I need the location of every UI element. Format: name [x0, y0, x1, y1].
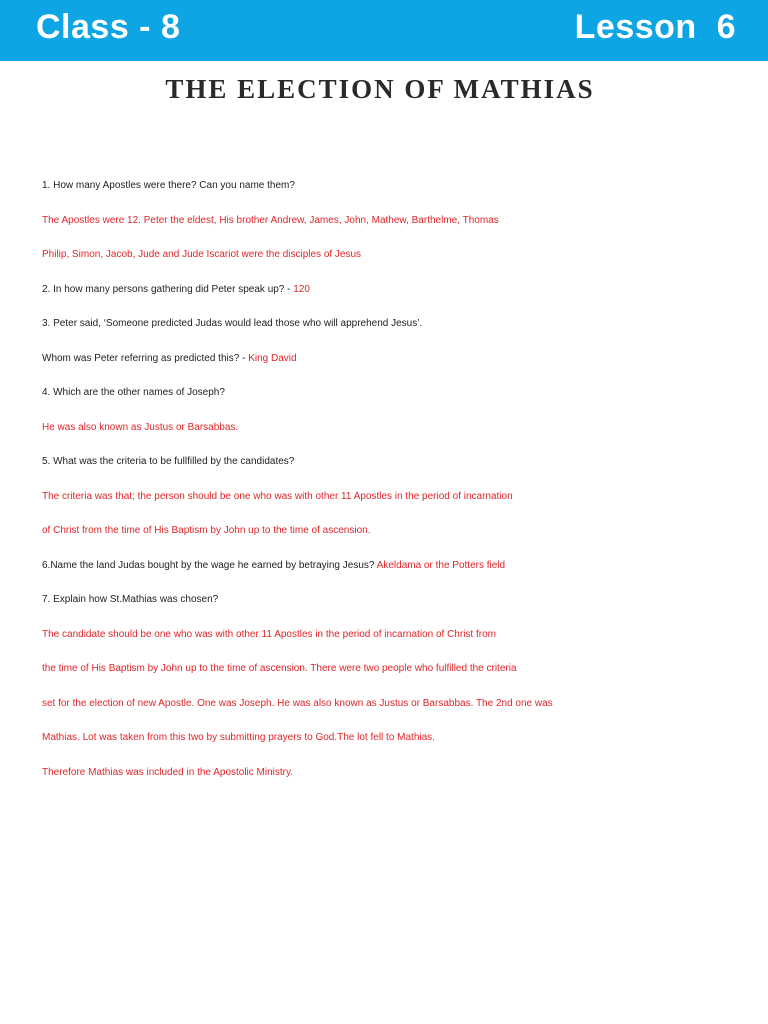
lesson-label: Lesson 6 — [574, 8, 736, 46]
question-2: 2. In how many persons gathering did Peter speak up? - — [42, 283, 294, 295]
answer-7-line-5: Therefore Mathias was included in the Apostolic Ministry. — [42, 766, 294, 778]
question-4: 4. Which are the other names of Joseph? — [42, 387, 225, 398]
question-3: 3. Peter said, ‘Someone predicted Judas would lead those who will apprehend Jesus’. — [42, 318, 423, 329]
class-label: Class - 8 — [36, 8, 181, 46]
answer-7-line-2: the time of His Baptism by John up to the time of ascension. There were two people who fulfilled the criteria — [42, 663, 517, 674]
question-1: 1. How many Apostles were there? Can you name them? — [42, 180, 295, 191]
question-2-line — [42, 279, 766, 314]
page-title: THE ELECTION OF MATHIAS — [165, 74, 595, 104]
answer-7-line-4: Mathias. Lot was taken from this two by submitting prayers to God.The lot fell to Mathias. — [42, 732, 435, 743]
answer-1-line-2: Philip, Simon, Jacob, Jude and Jude Iscariot were the disciples of Jesus — [42, 249, 362, 260]
qa-content — [42, 175, 766, 796]
answer-6: Akeldama or the Potters field — [376, 559, 506, 571]
answer-2: 120 — [293, 283, 310, 295]
answer-1-line-1: The Apostles were 12. Peter the eldest, His brother Andrew, James, John, Mathew, Barthelme, Thomas — [42, 214, 499, 226]
question-6-line — [42, 555, 766, 590]
header-bar — [0, 0, 768, 61]
question-3b-line — [42, 348, 766, 383]
answer-5-line-1: The criteria was that; the person should be one who was with other 11 Apostles in the period of incarnation — [42, 490, 513, 502]
answer-7-line-3: set for the election of new Apostle. One was Joseph. He was also known as Justus or Barsabbas. The 2nd one was — [42, 697, 553, 709]
question-7: 7. Explain how St.Mathias was chosen? — [42, 594, 219, 605]
question-3b: Whom was Peter referring as predicted this? - — [42, 352, 249, 364]
answer-3: King David — [248, 352, 297, 364]
answer-5-line-2: of Christ from the time of His Baptism by John up to the time of ascension. — [42, 525, 371, 536]
answer-7-line-1: The candidate should be one who was with other 11 Apostles in the period of incarnation of Christ from — [42, 628, 496, 640]
question-5: 5. What was the criteria to be fullfilled by the candidates? — [42, 456, 295, 467]
answer-4: He was also known as Justus or Barsabbas. — [42, 421, 239, 433]
question-6: 6.Name the land Judas bought by the wage he earned by betraying Jesus? — [42, 559, 377, 571]
